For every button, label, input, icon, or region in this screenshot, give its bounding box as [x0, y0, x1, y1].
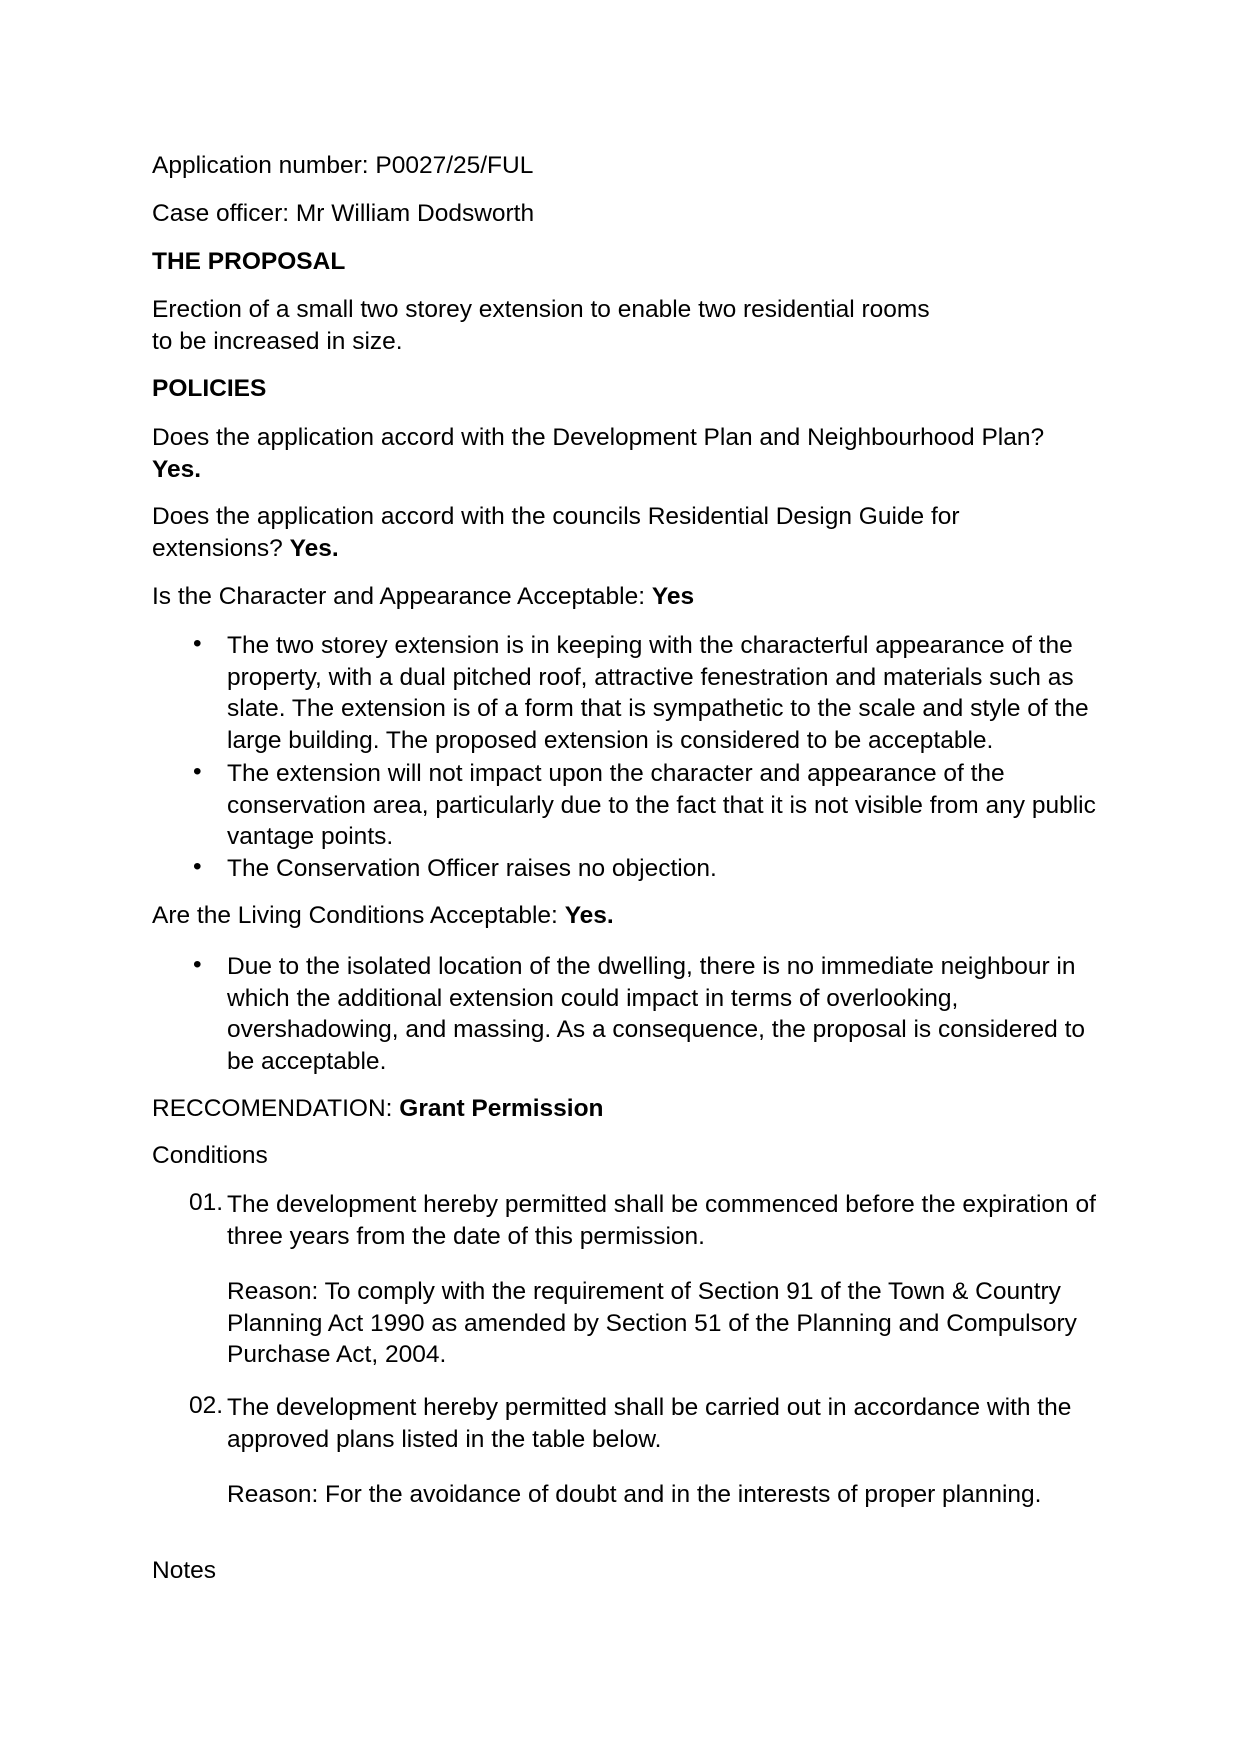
question-text: Does the application accord with the Development Plan and Neighbourhood Plan? [152, 424, 1045, 451]
question-development-plan [152, 422, 1102, 485]
case-officer: Case officer: Mr William Dodsworth [152, 200, 535, 227]
list-item: The extension will not impact upon the character and appearance of the conservation area, particularly due to the fact that it is not visible from any public vantage points. [227, 760, 1096, 851]
bullet-icon: • [193, 951, 202, 978]
bullet-icon: • [193, 853, 202, 880]
condition-reason: Reason: For the avoidance of doubt and in the interests of proper planning. [227, 1481, 1042, 1508]
list-item: The Conservation Officer raises no objection. [227, 855, 717, 882]
question-living-conditions [152, 900, 1102, 932]
answer: Yes. [152, 455, 202, 483]
recommendation [152, 1093, 1102, 1125]
list-item: Due to the isolated location of the dwelling, there is no immediate neighbour in which the additional extension could impact in terms of overlooking, overshadowing, and massing. As a consequence, the proposal is considered to be acceptable. [227, 953, 1086, 1075]
question-text: Does the application accord with the councils Residential Design Guide for extensions? [152, 503, 960, 562]
condition-number: 02. [189, 1392, 224, 1419]
condition-number: 01. [189, 1189, 224, 1216]
condition-reason: Reason: To comply with the requirement of Section 91 of the Town & Country Planning Act 1990 as amended by Section 51 of the Planning and Compulsory Purchase Act, 2004. [227, 1278, 1077, 1369]
answer: Yes [651, 583, 695, 610]
bullet-icon: • [193, 630, 202, 657]
list-item: The two storey extension is in keeping with the characterful appearance of the property, with a dual pitched roof, attractive fenestration and materials such as slate. The extension is of a form that is sympathetic to the scale and style of the large building. The proposed extension is considered to be acceptable. [227, 632, 1089, 754]
condition-text: The development hereby permitted shall be commenced before the expiration of three years from the date of this permission. [227, 1191, 1096, 1250]
recommendation-value: Grant Permission [399, 1095, 604, 1122]
question-text: Is the Character and Appearance Acceptable: [152, 583, 646, 610]
notes-heading: Notes [152, 1557, 217, 1584]
conditions-heading: Conditions [152, 1142, 268, 1169]
proposal-heading: THE PROPOSAL [152, 248, 346, 275]
question-text: Are the Living Conditions Acceptable: [152, 902, 558, 929]
condition-text: The development hereby permitted shall be carried out in accordance with the approved plans listed in the table below. [227, 1394, 1072, 1453]
question-design-guide [152, 501, 1012, 564]
recommendation-label: RECCOMENDATION: [152, 1095, 393, 1122]
proposal-text: Erection of a small two storey extension to enable two residential rooms to be increased in size. [152, 296, 930, 355]
answer: Yes. [289, 534, 339, 562]
answer: Yes. [564, 902, 614, 929]
question-character [152, 581, 1102, 613]
policies-heading: POLICIES [152, 375, 267, 402]
bullet-icon: • [193, 758, 202, 785]
application-number: Application number: P0027/25/FUL [152, 152, 534, 179]
